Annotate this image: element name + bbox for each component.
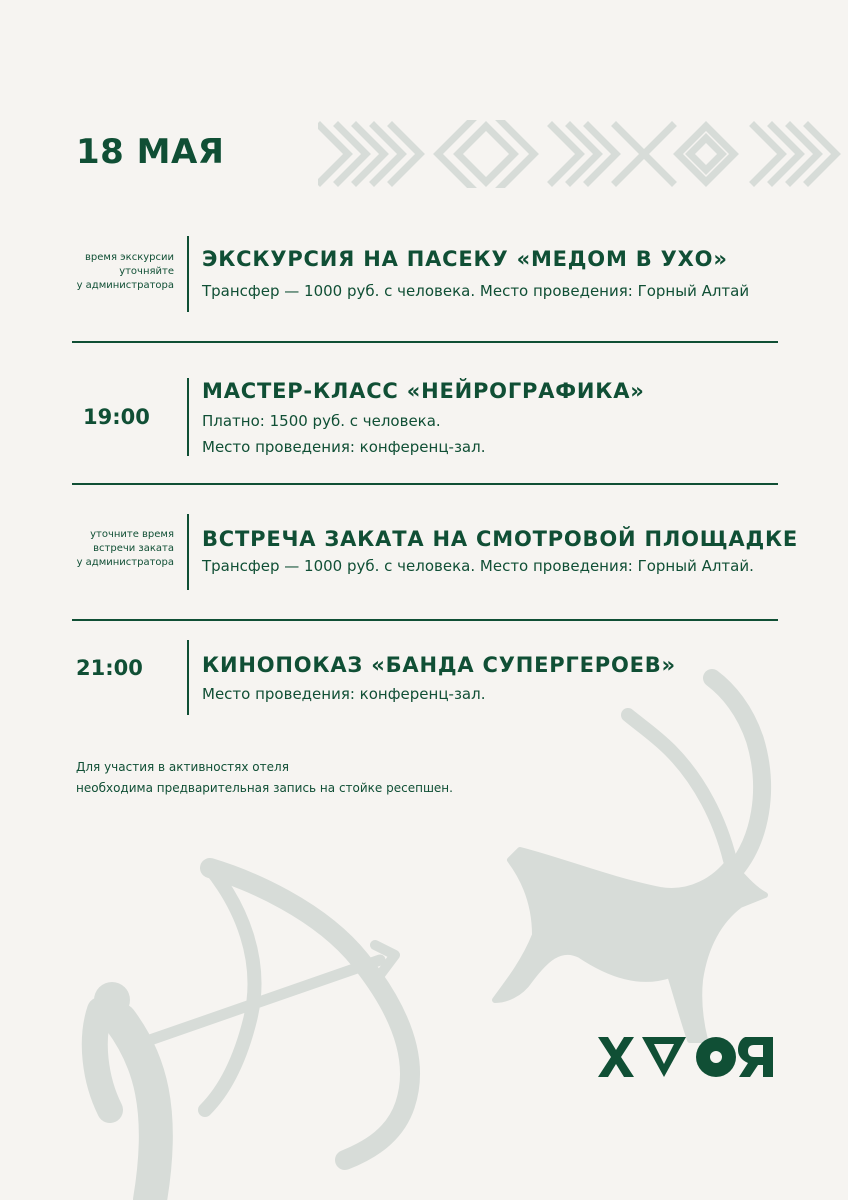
event-title: ЭКСКУРСИЯ НА ПАСЕКУ «МЕДОМ В УХО» — [202, 247, 728, 271]
event-detail: Платно: 1500 руб. с человека. — [202, 412, 441, 430]
ibex-petroglyph-icon — [495, 678, 765, 1040]
event-time: 19:00 — [83, 405, 150, 429]
event-divider-line — [187, 640, 189, 715]
event-title: КИНОПОКАЗ «БАНДА СУПЕРГЕРОЕВ» — [202, 653, 676, 677]
section-divider — [72, 483, 778, 485]
registration-footnote — [76, 757, 453, 799]
section-divider — [72, 341, 778, 343]
event-time-note: уточните время встречи заката у администратора — [76, 529, 174, 568]
event-divider-line — [187, 378, 189, 456]
date-heading: 18 МАЯ — [76, 132, 225, 172]
section-divider — [72, 619, 778, 621]
hvoya-logo — [598, 1036, 774, 1078]
event-detail: Место проведения: конференц-зал. — [202, 438, 486, 456]
event-divider-line — [187, 236, 189, 312]
archer-petroglyph-icon — [95, 868, 410, 1200]
event-detail: Трансфер — 1000 руб. с человека. Место проведения: Горный Алтай — [202, 282, 750, 300]
event-detail: Трансфер — 1000 руб. с человека. Место проведения: Горный Алтай. — [202, 557, 754, 575]
event-divider-line — [187, 514, 189, 590]
event-detail: Место проведения: конференц-зал. — [202, 685, 486, 703]
footnote-line: Для участия в активностях отеля — [76, 760, 289, 774]
ornament-pattern-icon — [318, 120, 848, 188]
event-time: 21:00 — [76, 656, 143, 680]
event-title: ВСТРЕЧА ЗАКАТА НА СМОТРОВОЙ ПЛОЩАДКЕ — [202, 527, 799, 551]
event-time-note: время экскурсии уточняйте у администратора — [76, 252, 174, 291]
archer-head — [94, 982, 130, 1018]
event-title: МАСТЕР-КЛАСС «НЕЙРОГРАФИКА» — [202, 379, 645, 403]
footnote-line: необходима предварительная запись на стойке ресепшен. — [76, 781, 453, 795]
